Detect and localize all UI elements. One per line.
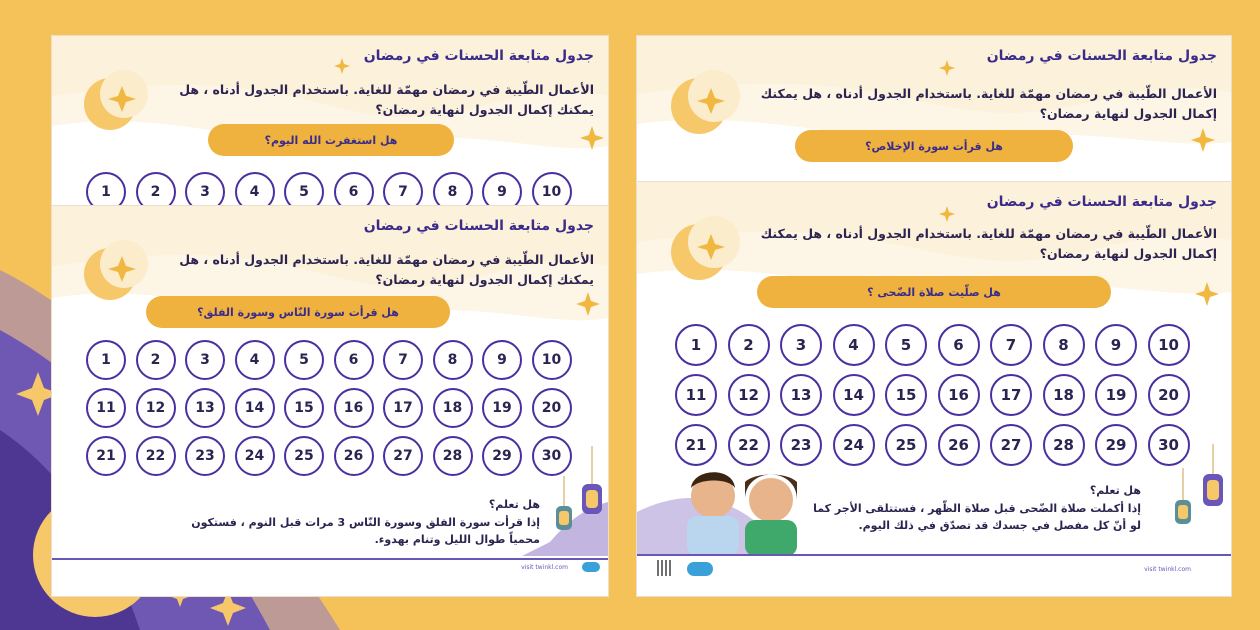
day-circle[interactable]: 5 [284,340,324,380]
question-pill: هل قرأت سورة النّاس وسورة الفلق؟ [146,296,450,328]
day-circle[interactable]: 23 [185,436,225,476]
did-you-know-heading: هل تعلم؟ [488,498,540,511]
day-circle[interactable]: 6 [334,172,374,212]
day-circle[interactable]: 15 [885,374,927,416]
day-circle[interactable]: 9 [482,340,522,380]
day-circle[interactable]: 6 [334,340,374,380]
day-circle[interactable]: 16 [938,374,980,416]
day-circle[interactable]: 17 [383,388,423,428]
sheet-intro: الأعمال الطّيبة في رمضان مهمّة للغاية. باستخدام الجدول أدناه ، هل يمكنك إكمال الجدول لنهاية رمضان؟ [179,82,594,117]
day-circle[interactable]: 15 [284,388,324,428]
day-circle[interactable]: 2 [136,340,176,380]
day-circle[interactable]: 26 [334,436,374,476]
did-you-know-text: إذا أكملت صلاة الضّحى قبل صلاة الظّهر ، فستتلقى الأجر كما لو أنّ كل مفصل في جسدك قد تصدّق في ذلك اليوم. [813,502,1141,532]
day-circle[interactable]: 11 [675,374,717,416]
day-circle[interactable]: 24 [833,424,875,466]
day-circle[interactable]: 5 [284,172,324,212]
tracker-sheet-duha [637,182,1231,596]
day-circle[interactable]: 14 [235,388,275,428]
day-circle[interactable]: 8 [433,340,473,380]
day-circle[interactable]: 24 [235,436,275,476]
qr-code-icon [657,560,673,576]
tracker-sheet-istighfar [52,36,608,216]
tracker-sheet-ikhlas [637,36,1231,182]
day-circle[interactable]: 27 [990,424,1032,466]
day-circle[interactable]: 18 [433,388,473,428]
did-you-know-heading: هل تعلم؟ [1089,484,1141,497]
day-circle[interactable]: 10 [1148,324,1190,366]
footer-divider [52,558,608,560]
day-circle[interactable]: 2 [136,172,176,212]
footer-divider [637,554,1231,556]
day-circle[interactable]: 14 [833,374,875,416]
day-circle[interactable]: 21 [86,436,126,476]
day-circle[interactable]: 27 [383,436,423,476]
day-circle[interactable]: 1 [86,172,126,212]
day-circle[interactable]: 17 [990,374,1032,416]
day-circle[interactable]: 20 [532,388,572,428]
day-circle[interactable]: 4 [235,340,275,380]
day-circle[interactable]: 7 [383,172,423,212]
day-circle[interactable]: 8 [433,172,473,212]
sheet-title: جدول متابعة الحسنات في رمضان [986,194,1217,210]
question-pill: هل استغفرت الله اليوم؟ [208,124,454,156]
footer-url: visit twinkl.com [521,564,568,571]
sheet-title: جدول متابعة الحسنات في رمضان [363,218,594,234]
day-circle[interactable]: 7 [990,324,1032,366]
day-circle[interactable]: 7 [383,340,423,380]
day-circle[interactable]: 28 [433,436,473,476]
day-circle[interactable]: 13 [185,388,225,428]
day-circle[interactable]: 25 [885,424,927,466]
twinkl-logo-icon [582,562,600,572]
day-circle[interactable]: 19 [1095,374,1137,416]
sheet-intro: الأعمال الطّيبة في رمضان مهمّة للغاية. باستخدام الجدول أدناه ، هل يمكنك إكمال الجدول لنهاية رمضان؟ [760,226,1217,261]
sheet-intro: الأعمال الطّيبة في رمضان مهمّة للغاية. باستخدام الجدول أدناه ، هل يمكنك إكمال الجدول لنهاية رمضان؟ [760,86,1217,121]
day-circle[interactable]: 3 [780,324,822,366]
day-circle[interactable]: 10 [532,172,572,212]
day-circle[interactable]: 9 [482,172,522,212]
did-you-know-text: إذا قرأت سورة الفلق وسورة النّاس 3 مرات قبل النوم ، فستكون محمياً طوال الليل وتنام بهدوء. [191,516,540,546]
day-circle[interactable]: 13 [780,374,822,416]
day-circle[interactable]: 16 [334,388,374,428]
day-circle[interactable]: 30 [1148,424,1190,466]
sheet-intro: الأعمال الطّيبة في رمضان مهمّة للغاية. باستخدام الجدول أدناه ، هل يمكنك إكمال الجدول لنهاية رمضان؟ [179,252,594,287]
day-circle[interactable]: 29 [1095,424,1137,466]
day-circle[interactable]: 6 [938,324,980,366]
sheet-title: جدول متابعة الحسنات في رمضان [986,48,1217,64]
question-pill: هل صلّيت صلاة الضّحى ؟ [757,276,1111,308]
day-circle[interactable]: 25 [284,436,324,476]
day-circle[interactable]: 1 [675,324,717,366]
day-circle[interactable]: 12 [136,388,176,428]
day-circle[interactable]: 2 [728,324,770,366]
day-circle[interactable]: 18 [1043,374,1085,416]
day-circle[interactable]: 22 [728,424,770,466]
day-circles-grid [86,340,586,484]
day-circle[interactable]: 4 [833,324,875,366]
day-circle[interactable]: 21 [675,424,717,466]
day-circle[interactable]: 9 [1095,324,1137,366]
day-circle[interactable]: 20 [1148,374,1190,416]
day-circle[interactable]: 1 [86,340,126,380]
day-circle[interactable]: 22 [136,436,176,476]
day-circle[interactable]: 28 [1043,424,1085,466]
day-circle[interactable]: 5 [885,324,927,366]
day-circle[interactable]: 3 [185,340,225,380]
sheet-title: جدول متابعة الحسنات في رمضان [363,48,594,64]
day-circle[interactable]: 26 [938,424,980,466]
day-circle[interactable]: 10 [532,340,572,380]
day-circle[interactable]: 11 [86,388,126,428]
footer-url: visit twinkl.com [1144,566,1191,573]
question-pill: هل قرأت سورة الإخلاص؟ [795,130,1073,162]
day-circle[interactable]: 23 [780,424,822,466]
day-circle[interactable]: 3 [185,172,225,212]
day-circle[interactable]: 8 [1043,324,1085,366]
day-circle[interactable]: 12 [728,374,770,416]
twinkl-logo-icon [687,562,713,576]
day-circle[interactable]: 19 [482,388,522,428]
day-circle[interactable]: 4 [235,172,275,212]
day-circles-grid [675,324,1195,474]
day-circle[interactable]: 30 [532,436,572,476]
tracker-sheet-nas-falaq [52,206,608,596]
day-circle[interactable]: 29 [482,436,522,476]
